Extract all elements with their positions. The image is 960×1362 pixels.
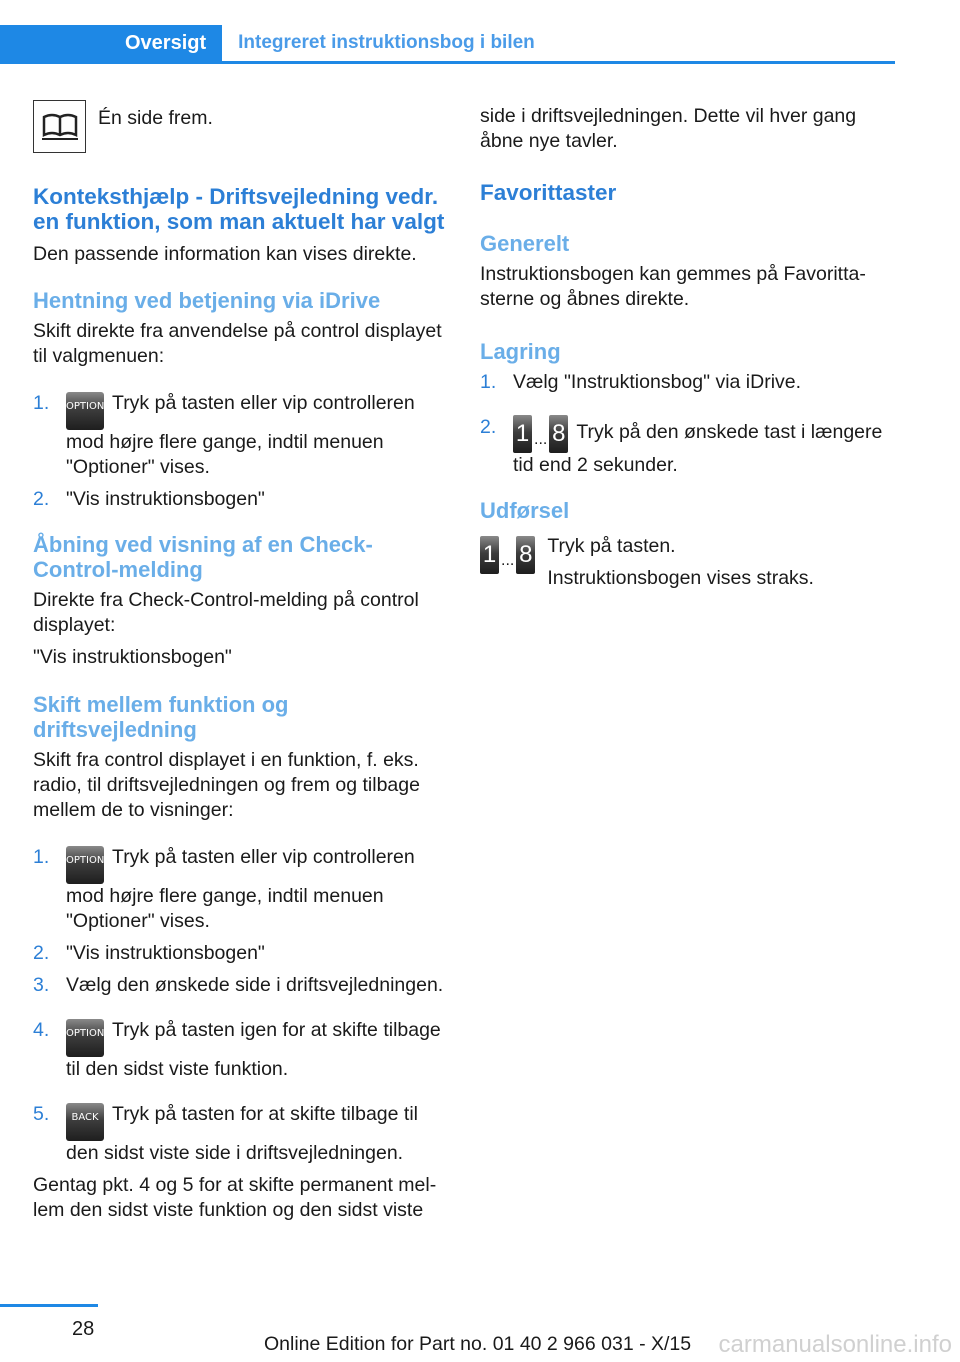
list-item: 2. "Vis instruktionsbogen" xyxy=(33,488,265,510)
heading-check-control: Åbning ved visning af en Check-Control-melding xyxy=(33,532,373,582)
heading-favorites: Favorittaster xyxy=(480,180,617,205)
book-icon xyxy=(33,100,86,153)
watermark: carmanualsonline.info xyxy=(718,1331,952,1358)
option-button-icon: OPTION xyxy=(66,846,104,884)
heading-execute: Udførsel xyxy=(480,498,570,523)
right-column xyxy=(480,100,890,591)
page-header xyxy=(0,25,895,64)
text-check-control: Direkte fra Check-Control-melding på control displayet: xyxy=(33,589,419,636)
favorite-key-8-icon: 8 xyxy=(549,415,568,453)
intro-row xyxy=(33,100,448,153)
heading-general: Generelt xyxy=(480,231,570,256)
text-general: Instruktionsbogen kan gemmes på Favorittasterne og åbnes direkte. xyxy=(480,263,866,310)
option-button-icon: OPTION xyxy=(66,1019,104,1057)
left-column xyxy=(33,100,448,1223)
text-repeat: Gentag pkt. 4 og 5 for at skifte permanent mellem den sidst viste funktion og den sidst viste xyxy=(33,1174,437,1221)
page-number: 28 xyxy=(72,1318,95,1340)
intro-text: Én side frem. xyxy=(98,107,213,129)
list-item: 2. "Vis instruktionsbogen" xyxy=(33,942,265,964)
execute-row xyxy=(480,534,890,591)
back-button-icon: BACK xyxy=(66,1103,104,1141)
footer-edition: Online Edition for Part no. 01 40 2 966 031 - X/15 xyxy=(264,1333,692,1355)
list-save-steps xyxy=(480,370,890,478)
header-accent-bar xyxy=(0,25,109,61)
list-item: 5. BACK Tryk på tasten for at skifte tilbage til den sidst viste side i driftsvejledningen. xyxy=(33,1103,418,1164)
list-item: 2. 1 $_{...}$ 8 Tryk på den ønskede tast i længere tid end 2 sekunder. xyxy=(480,416,883,476)
header-chapter-tab[interactable]: Integreret instruktionsbog i bilen xyxy=(238,32,535,53)
list-item: 1. OPTION Tryk på tasten eller vip controlleren mod højre flere gange, indtil menuen "Optioner" vises. xyxy=(33,392,415,478)
list-item: 1. OPTION Tryk på tasten eller vip controlleren mod højre flere gange, indtil menuen "Optioner" vises. xyxy=(33,846,415,932)
text-check-control-2: "Vis instruktionsbogen" xyxy=(33,646,232,668)
heading-switch: Skift mellem funktion og driftsvejledning xyxy=(33,692,289,742)
option-button-icon: OPTION xyxy=(66,392,104,430)
key-range-dots: ... xyxy=(534,431,548,448)
text-idrive: Skift direkte fra anvendelse på control displayet til valgmenuen: xyxy=(33,320,442,367)
footer-accent-line xyxy=(0,1304,98,1307)
heading-save: Lagring xyxy=(480,339,561,364)
heading-context-help: Konteksthjælp - Driftsvejledning vedr. en funktion, som man aktuelt har valgt xyxy=(33,184,445,234)
list-item: 3. Vælg den ønskede side i driftsvejledningen. xyxy=(33,974,444,996)
list-item: 4. OPTION Tryk på tasten igen for at skifte tilbage til den sidst viste funktion. xyxy=(33,1019,441,1080)
text-context-help: Den passende information kan vises direkte. xyxy=(33,243,417,265)
list-item: 1. Vælg "Instruktionsbog" via iDrive. xyxy=(480,371,802,393)
text-switch: Skift fra control displayet i en funktion, f. eks. radio, til driftsvejledningen og frem og tilbage mellem de to visninger: xyxy=(33,749,420,821)
execute-text-1: Tryk på tasten. xyxy=(547,535,676,557)
heading-idrive: Hentning ved betjening via iDrive xyxy=(33,288,381,313)
text-continued: side i driftsvejledningen. Dette vil hver gang åbne nye tavler. xyxy=(480,105,857,152)
header-section-tab[interactable]: Oversigt xyxy=(109,25,222,61)
list-switch-steps xyxy=(33,845,448,1166)
execute-text-2: Instruktionsbogen vises straks. xyxy=(547,567,814,589)
favorite-keys-icon: 1 ... 8 xyxy=(480,536,535,574)
favorite-key-1-icon: 1 xyxy=(513,415,532,453)
list-idrive-steps xyxy=(33,391,448,512)
